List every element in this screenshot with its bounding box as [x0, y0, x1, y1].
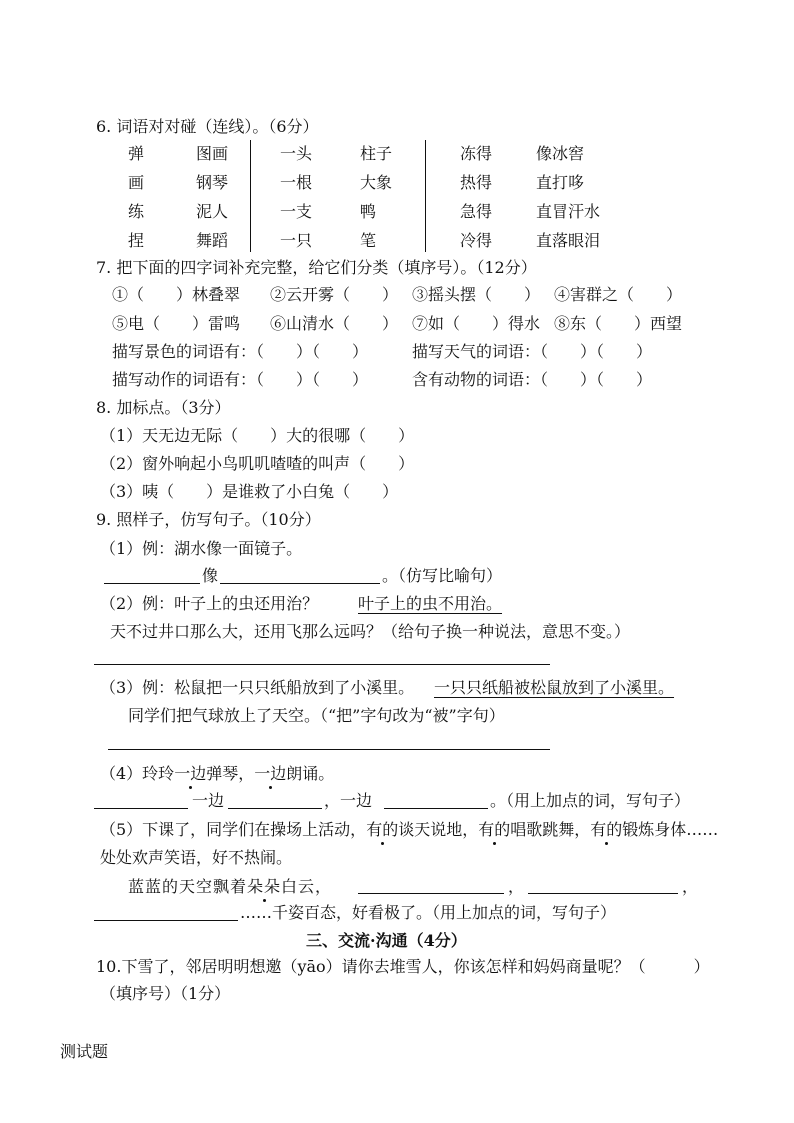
idiom-item[interactable]: ①（ ）林叠翠	[112, 285, 241, 304]
q9-p5-tail: ……千姿百态，好看极了。（用上加点的词，写句子）	[240, 903, 617, 922]
answer-blank[interactable]	[358, 893, 504, 894]
word[interactable]: 舞蹈	[196, 231, 229, 250]
text: （5）下课了，同学们在操场上活动，	[100, 820, 367, 839]
q8-title: 8. 加标点。（3分）	[96, 398, 231, 417]
idiom-item[interactable]: ⑥山清水（ ）	[270, 314, 399, 333]
divider-2	[425, 140, 426, 252]
comma: ，	[508, 877, 525, 896]
word[interactable]: 一根	[280, 173, 313, 192]
q9-p1-like: 像	[202, 566, 219, 585]
word[interactable]: 冷得	[460, 231, 493, 250]
text: 朗诵。	[286, 764, 335, 783]
section3-title: 三、交流·沟通（4分）	[306, 931, 467, 950]
idiom-item[interactable]: ③摇头摆（ ）	[412, 285, 541, 304]
word[interactable]: 直打哆	[536, 173, 585, 192]
text: （4）玲玲	[100, 764, 175, 783]
answer-blank[interactable]	[94, 920, 238, 921]
answer-blank[interactable]	[528, 893, 678, 894]
q10-note: （填序号）（1分）	[100, 984, 231, 1003]
word[interactable]: 直冒汗水	[536, 202, 601, 221]
word[interactable]: 鸭	[360, 202, 377, 221]
text: 锻炼身体……	[622, 820, 719, 839]
q9-p4-tail: 。（用上加点的词，写句子）	[490, 791, 691, 810]
q9-p4-word1: 一边	[192, 791, 225, 810]
idiom-item[interactable]: ⑦如（ ）得水	[412, 314, 541, 333]
punctuation-item[interactable]: （1）天无边无际（ ）大的很哪（ ）	[100, 426, 415, 445]
text: 谈天说地，	[398, 820, 479, 839]
q9-p5-example	[100, 820, 718, 840]
punctuation-item[interactable]: （2）窗外响起小鸟叽叽喳喳的叫声（ ）	[100, 454, 415, 473]
answer-line[interactable]	[108, 749, 550, 750]
answer-line[interactable]	[94, 664, 550, 665]
answer-blank[interactable]	[220, 583, 380, 584]
footer-label: 测试题	[60, 1042, 109, 1061]
idiom-item[interactable]: ④害群之（ ）	[554, 285, 683, 304]
punctuation-item[interactable]: （3）咦（ ）是谁救了小白兔（ ）	[100, 482, 399, 501]
word[interactable]: 一头	[280, 144, 313, 163]
comma: ，	[682, 877, 699, 896]
q9-p5-prompt	[128, 877, 332, 897]
dotted-word	[174, 764, 206, 783]
word[interactable]: 大象	[360, 173, 393, 192]
category-action[interactable]: 描写动作的词语有：（ ）（ ）	[112, 370, 369, 389]
answer-blank[interactable]	[104, 583, 200, 584]
category-weather[interactable]: 描写天气的词语：（ ）（ ）	[412, 342, 653, 361]
category-scenery[interactable]: 描写景色的词语有：（ ）（ ）	[112, 342, 369, 361]
dotted-char: 一边	[174, 764, 207, 783]
idiom-item[interactable]: ⑤电（ ）雷鸣	[112, 314, 241, 333]
word[interactable]: 钢琴	[196, 173, 229, 192]
q9-p4-word2: ，一边	[324, 791, 373, 810]
word[interactable]: 练	[128, 202, 145, 221]
word[interactable]: 柱子	[360, 144, 393, 163]
word[interactable]: 笔	[360, 231, 377, 250]
word[interactable]: 泥人	[196, 202, 229, 221]
dotted-word: 有的	[590, 820, 623, 839]
dotted-word: 有的	[366, 820, 399, 839]
word[interactable]: 急得	[460, 202, 493, 221]
word[interactable]: 图画	[196, 144, 229, 163]
q6-title: 6. 词语对对碰（连线）。（6分）	[96, 117, 319, 136]
q9-p2-example: （2）例：叶子上的虫还用治？	[100, 594, 319, 613]
text: 白云，	[281, 877, 333, 896]
q9-p3-example: （3）例：松鼠把一只只纸船放到了小溪里。	[100, 678, 415, 697]
word[interactable]: 冻得	[460, 144, 493, 163]
q9-p4-example	[100, 764, 334, 784]
q9-p1-example: （1）例：湖水像一面镜子。	[100, 539, 303, 558]
text: 唱歌跳舞，	[510, 820, 591, 839]
q9-p2-answer: 叶子上的虫不用治。	[358, 594, 503, 613]
dotted-word: 一边	[254, 764, 287, 783]
answer-blank[interactable]	[94, 808, 188, 809]
q9-p3-answer: 一只只纸船被松鼠放到了小溪里。	[434, 678, 675, 697]
text: 蓝蓝的天空飘着	[128, 877, 248, 896]
word[interactable]: 捏	[128, 231, 145, 250]
dotted-word: 有的	[478, 820, 511, 839]
word[interactable]: 热得	[460, 173, 493, 192]
word[interactable]: 画	[128, 173, 145, 192]
word[interactable]: 一支	[280, 202, 313, 221]
q10-question: 10.下雪了，邻居明明想邀（yāo）请你去堆雪人，你该怎样和妈妈商量呢？（ ）	[96, 957, 710, 976]
word[interactable]: 像冰窖	[536, 144, 585, 163]
answer-blank[interactable]	[228, 808, 322, 809]
q9-p5-line2: 处处欢声笑语，好不热闹。	[100, 848, 293, 867]
dotted-word: 朵朵	[247, 877, 282, 896]
divider-1	[250, 140, 251, 252]
q9-p2-prompt: 天不过井口那么大，还用飞那么远吗？（给句子换一种说法，意思不变。）	[110, 622, 631, 641]
q9-title: 9. 照样子，仿写句子。（10分）	[96, 510, 321, 529]
q9-p1-end: 。（仿写比喻句）	[382, 566, 503, 585]
idiom-item[interactable]: ⑧东（ ）西望	[554, 314, 683, 333]
q9-p3-prompt: 同学们把气球放上了天空。（“把”字句改为“被”字句）	[128, 706, 505, 725]
category-animal[interactable]: 含有动物的词语：（ ）（ ）	[412, 370, 653, 389]
word[interactable]: 直落眼泪	[536, 231, 601, 250]
word[interactable]: 弹	[128, 144, 145, 163]
word[interactable]: 一只	[280, 231, 313, 250]
text: 弹琴，	[206, 764, 255, 783]
q7-title: 7. 把下面的四字词补充完整，给它们分类（填序号）。（12分）	[96, 258, 537, 277]
answer-blank[interactable]	[384, 808, 488, 809]
idiom-item[interactable]: ②云开雾（ ）	[270, 285, 399, 304]
